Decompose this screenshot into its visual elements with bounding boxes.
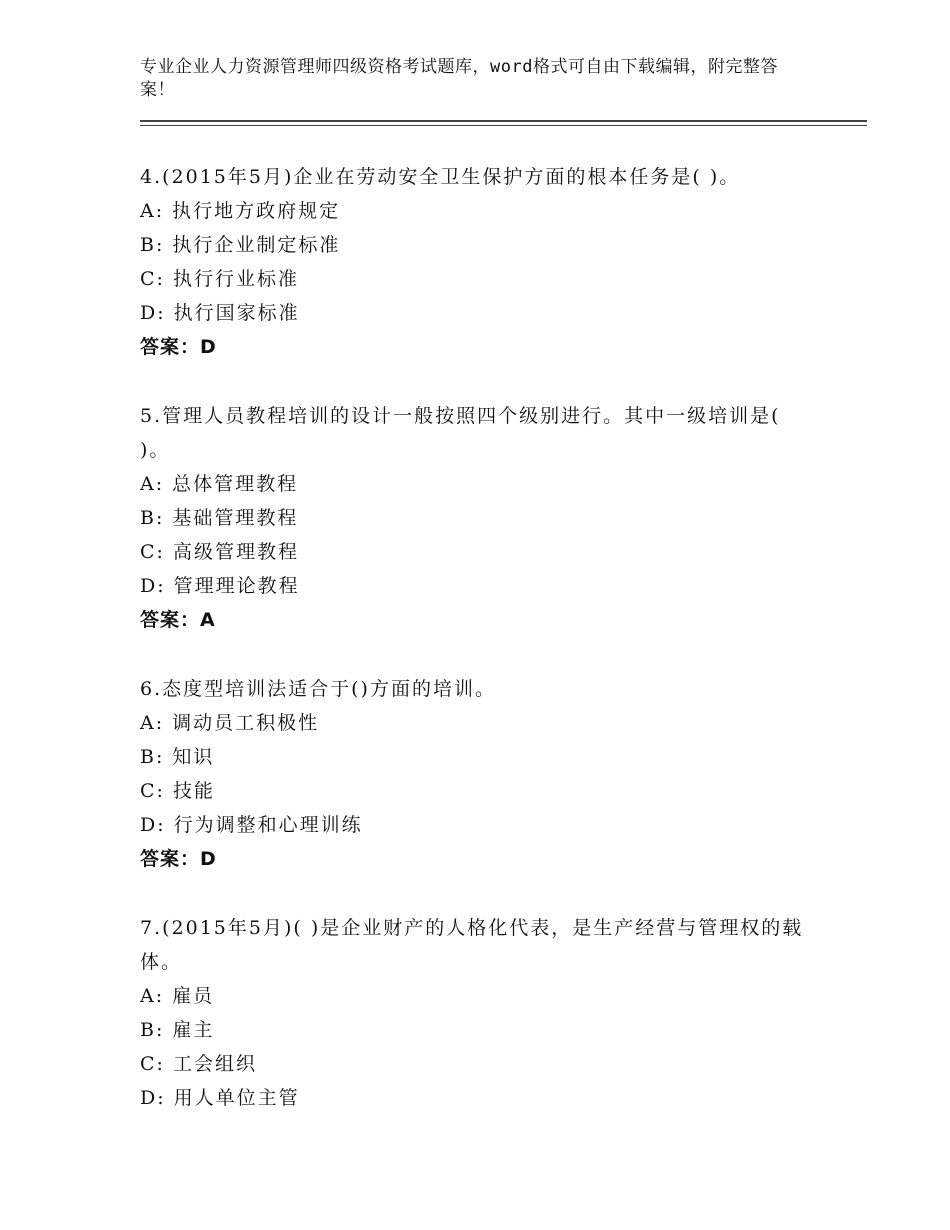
- answer-label: 答案：D: [140, 336, 217, 358]
- option-a: A: 执行地方政府规定: [140, 200, 341, 222]
- option-b: B: 雇主: [140, 1019, 215, 1041]
- option-b: B: 执行企业制定标准: [140, 234, 341, 256]
- question-stem: 7.(2015年5月)( )是企业财产的人格化代表，是生产经营与管理权的载体。: [140, 917, 804, 973]
- answer-label: 答案：A: [140, 609, 216, 631]
- question-6: [140, 672, 810, 876]
- question-7: [140, 911, 810, 1115]
- document-header: 专业企业人力资源管理师四级资格考试题库，word格式可自由下载编辑，附完整答案！: [140, 57, 778, 100]
- option-a: A: 总体管理教程: [140, 473, 299, 495]
- header-divider-thick: [140, 120, 867, 122]
- option-b: B: 基础管理教程: [140, 507, 299, 529]
- question-4: [140, 160, 810, 364]
- option-a: A: 雇员: [140, 985, 215, 1007]
- answer-label: 答案：D: [140, 848, 217, 870]
- header-divider-thin: [140, 125, 867, 126]
- option-d: D: 管理理论教程: [140, 575, 300, 597]
- question-stem: 5.管理人员教程培训的设计一般按照四个级别进行。其中一级培训是( )。: [140, 405, 781, 461]
- option-d: D: 行为调整和心理训练: [140, 814, 363, 836]
- option-c: C: 工会组织: [140, 1053, 257, 1075]
- question-stem: 4.(2015年5月)企业在劳动安全卫生保护方面的根本任务是( )。: [140, 166, 741, 188]
- option-c: C: 高级管理教程: [140, 541, 299, 563]
- option-d: D: 执行国家标准: [140, 302, 300, 324]
- option-c: C: 技能: [140, 780, 215, 802]
- question-stem: 6.态度型培训法适合于()方面的培训。: [140, 678, 496, 700]
- option-d: D: 用人单位主管: [140, 1087, 300, 1109]
- option-a: A: 调动员工积极性: [140, 712, 320, 734]
- option-b: B: 知识: [140, 746, 215, 768]
- option-c: C: 执行行业标准: [140, 268, 299, 290]
- question-5: [140, 399, 810, 637]
